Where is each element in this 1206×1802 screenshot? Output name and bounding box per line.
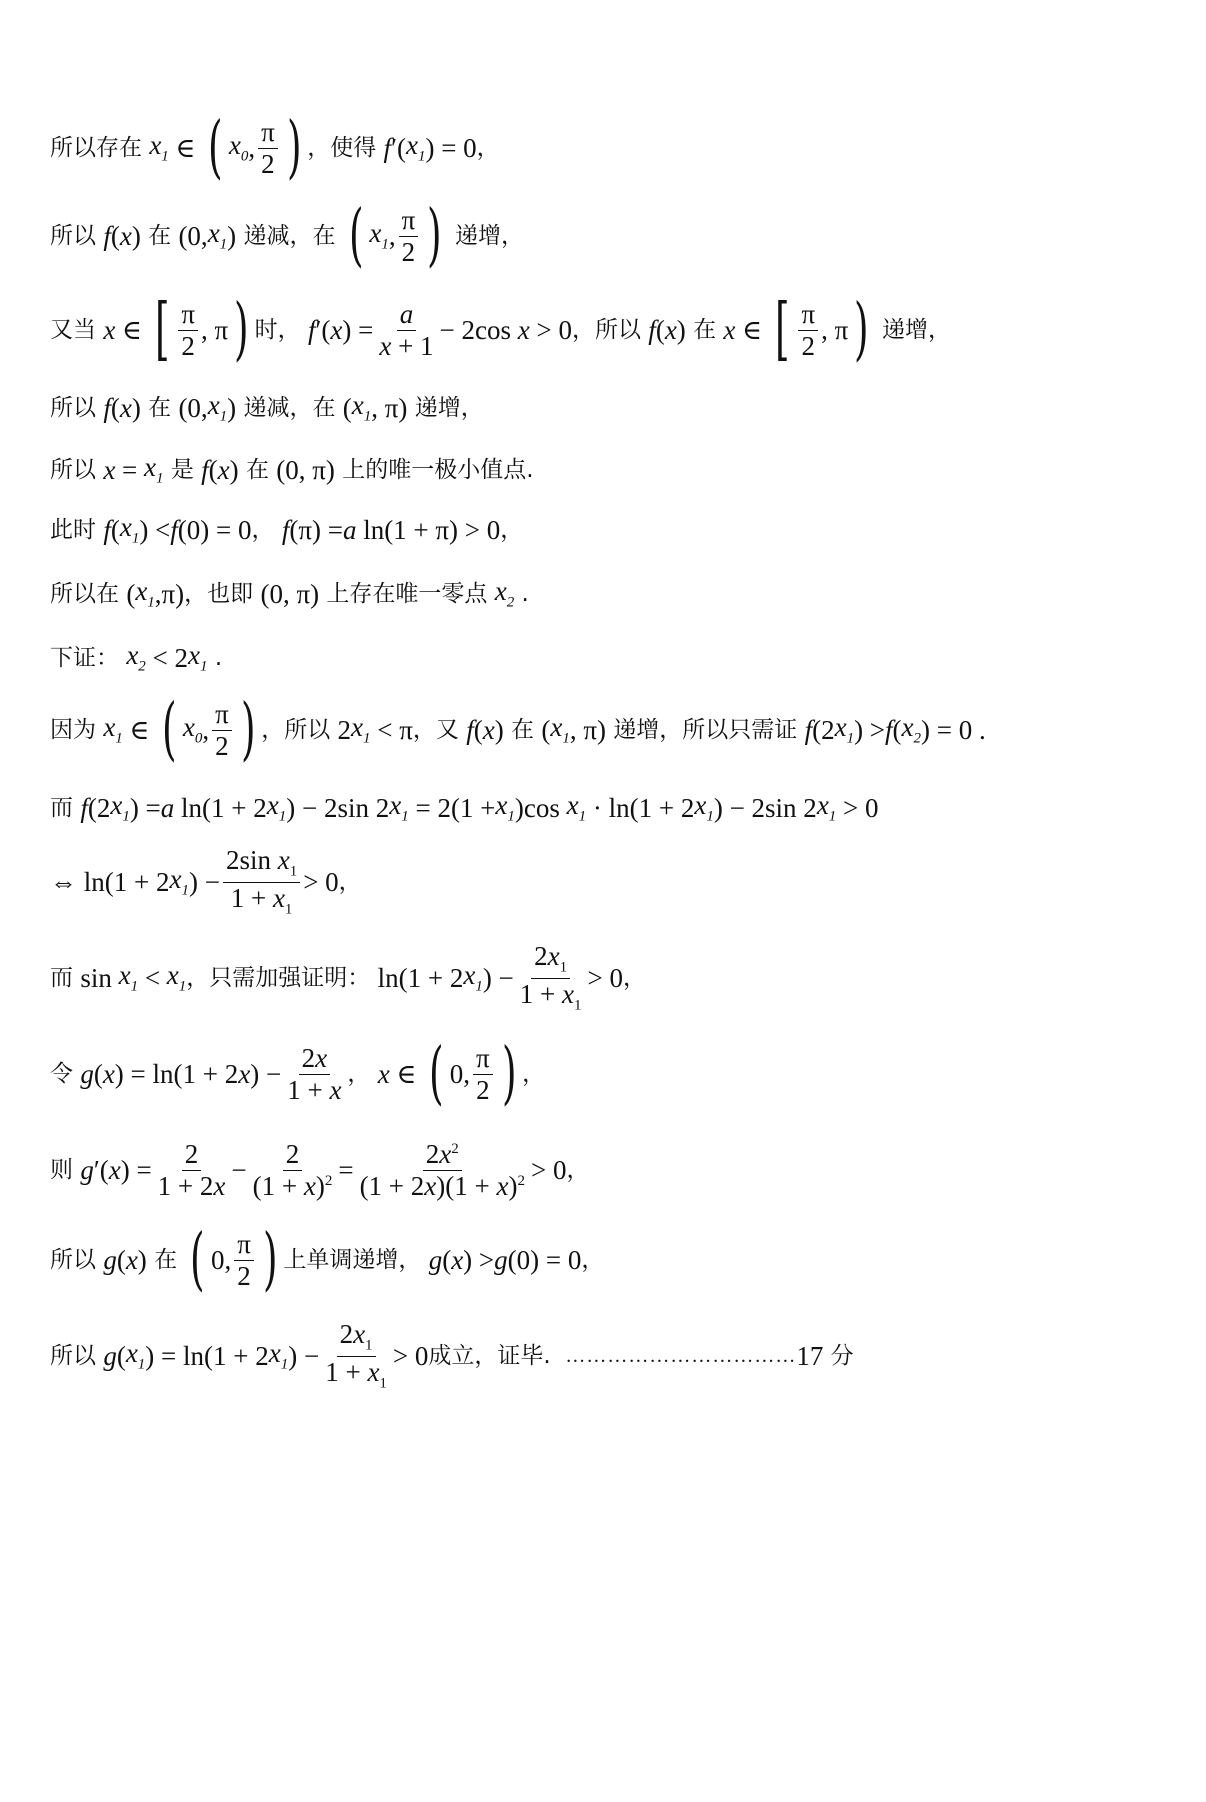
proof-line-4: 所以 f ( x ) 在 (0, $x_1$ ) 递减，在 ( $x_1$ , π) 递增，: [50, 389, 484, 425]
proof-line-12: 而 sin $x_1$ < $x_1$ ，只需加强证明： ln(1 + 2 $x_1$ ) − $\frac{2x_1}{1 + x_1}$ > 0 ，: [50, 941, 646, 1013]
proof-line-16: 所以 g ( $x_1$ ) = ln(1 + 2 $x_1$ ) − $\frac{2x_1}{1 + x_1}$ > 0 成立，证毕. …………………………… 17 分: [50, 1319, 854, 1391]
proof-line-11: ⇔ ln(1 + 2 $x_1$ ) − $\frac{2\sin x_1}{1 + x_1}$ > 0 ，: [50, 845, 362, 917]
proof-line-5: 所以 x = $x_1$ 是 f ( x ) 在 (0, π) 上的唯一极小值点.: [50, 451, 534, 487]
proof-line-2: 所以 f ( x ) 在 (0, $x_1$ ) 递减，在 ( $x_1$ , $\frac{\pi}{2}$ ) 递增，: [50, 196, 525, 275]
proof-line-1: 所以存在 $x_1$ ∈ ( $x_0$ , $\frac{\pi}{2}$ ) ，使得 f ′( $x_1$ ) = 0 ，: [50, 108, 500, 187]
proof-line-14: 则 g ′( x ) = $\frac{2}{1 + 2x}$ − $\frac{2}{(1 + x)^2}$ = $\frac{2x^2}{(1 + 2x)(1 + x)^2}$ > 0 ，: [50, 1138, 590, 1201]
proof-line-13: 令 g ( x ) = ln(1 + 2 x ) − $\frac{2x}{1 + x}$ ， x ∈ ( 0, $\frac{\pi}{2}$ ) ，: [50, 1034, 546, 1113]
proof-line-9: 因为 $x_1$ ∈ ( $x_0$ , $\frac{\pi}{2}$ ) ，所以 2 $x_1$ < π ，又 f ( x ) 在 ( $x_1$ , π) 递增，所以只需证 f (2 $x_1$ ) > f ( $x_2$ ) = 0 .: [50, 690, 986, 769]
proof-line-10: 而 f (2 $x_1$ ) = a ln(1 + 2 $x_1$ ) − 2sin 2 $x_1$ = 2(1 + $x_1$ )cos $x_1$ · ln(1 + 2 $x_1$ ) − 2sin 2 $x_1$ > 0: [50, 789, 879, 825]
proof-line-7: 所以在 ( $x_1$ ,π) ，也即 (0, π) 上存在唯一零点 $x_2$ .: [50, 575, 529, 611]
proof-line-8: 下证： $x_2$ < 2 $x_1$ .: [50, 639, 223, 675]
proof-line-15: 所以 g ( x ) 在 ( 0, $\frac{\pi}{2}$ ) 上单调递增， g ( x ) > g (0) = 0 ，: [50, 1220, 605, 1299]
proof-line-3: 又当 x ∈ [ $\frac{\pi}{2}$ , π ) 时， f ′( x ) = $\frac{a}{x + 1}$ − 2cos x > 0 ，所以 f ( x ) 在 x ∈ [ $\frac{\pi}{2}$ , π ) 递增，: [50, 290, 952, 369]
proof-line-6: 此时 f ( $x_1$ ) < f (0) = 0 ， f (π) = a ln(1 + π) > 0 ，: [50, 511, 524, 547]
